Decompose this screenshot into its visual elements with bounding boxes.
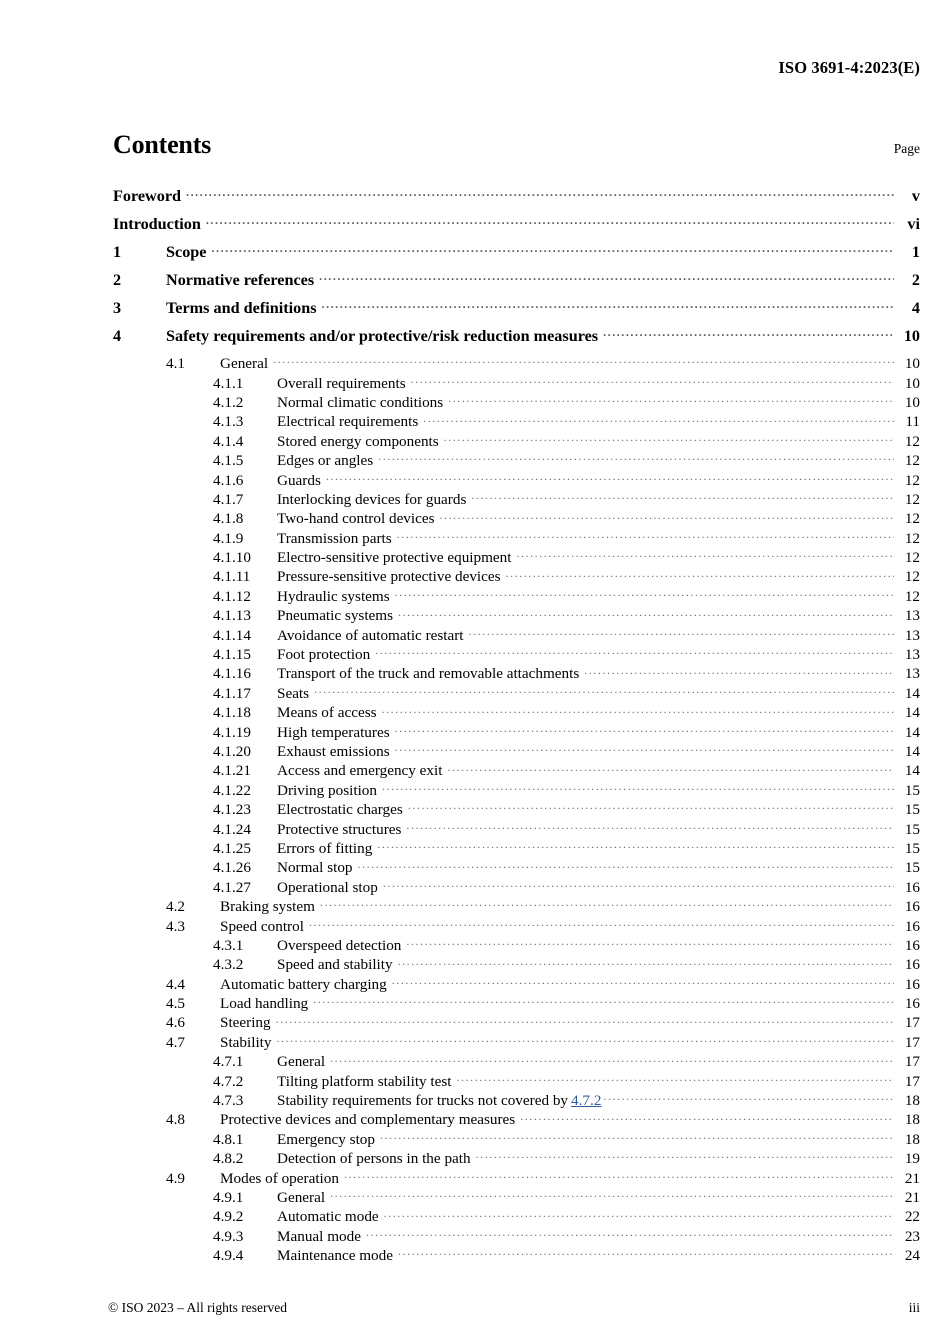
toc-entry-page: 17	[904, 1014, 920, 1032]
toc-entry-page: 16	[904, 936, 920, 954]
dot-leader	[397, 528, 894, 543]
toc-entry-label: Access and emergency exit	[277, 762, 443, 780]
toc-entry[interactable]	[113, 586, 920, 605]
toc-entry-page: 16	[904, 878, 920, 896]
toc-entry-number: 4.1.14	[213, 626, 251, 644]
toc-entry-label: Stability	[220, 1033, 272, 1051]
toc-entry[interactable]	[113, 1070, 920, 1089]
toc-entry-page: 12	[904, 510, 920, 528]
toc-entry-label: Avoidance of automatic restart	[277, 626, 464, 644]
toc-entry[interactable]	[113, 935, 920, 954]
toc-entry-number: 4.7.1	[213, 1053, 244, 1071]
toc-entry-page: 21	[904, 1188, 920, 1206]
toc-entry-page: 22	[904, 1208, 920, 1226]
dot-leader	[313, 993, 894, 1008]
toc-entry-label: Steering	[220, 1014, 271, 1032]
toc-entry-page: 23	[904, 1227, 920, 1245]
toc-entry-label: Transport of the truck and removable attachments	[277, 665, 580, 683]
dot-leader	[440, 508, 894, 523]
toc-entry-label: Manual mode	[277, 1227, 361, 1245]
toc-entry-label: Scope	[166, 243, 207, 262]
toc-entry-label: Guards	[277, 471, 321, 489]
toc-entry-label: Hydraulic systems	[277, 587, 390, 605]
toc-entry-label: General	[277, 1053, 326, 1071]
toc-entry[interactable]	[113, 1109, 920, 1128]
toc-entry[interactable]	[113, 780, 920, 799]
toc-entry-label: Emergency stop	[277, 1130, 375, 1148]
toc-entry[interactable]	[113, 566, 920, 585]
toc-entry-label: Maintenance mode	[277, 1247, 393, 1265]
toc-entry-number: 1	[113, 243, 122, 262]
dot-leader	[309, 915, 894, 930]
toc-entry-label: Exhaust emissions	[277, 743, 390, 760]
toc-entry[interactable]	[113, 1245, 920, 1264]
dot-leader	[476, 1148, 894, 1163]
toc-entry-page: 12	[904, 587, 920, 605]
page-footer	[108, 1300, 920, 1316]
toc-entry-page: 11	[905, 413, 920, 431]
toc-entry-label: Protective structures	[277, 820, 402, 838]
dot-leader	[330, 1051, 894, 1066]
toc-entry-number: 4.1.22	[213, 781, 251, 799]
dot-leader	[326, 469, 894, 484]
toc-entry[interactable]	[113, 325, 920, 353]
footer-page-number: iii	[908, 1300, 920, 1315]
toc-entry-label: Seats	[277, 684, 310, 702]
toc-entry-number: 4.1.2	[213, 393, 244, 411]
toc-entry-number: 4.1.1	[213, 374, 244, 392]
toc-entry-page: 15	[904, 801, 920, 819]
toc-entry-number: 4.1.4	[213, 432, 244, 450]
toc-entry[interactable]	[113, 605, 920, 624]
dot-leader	[375, 644, 894, 659]
toc-entry[interactable]	[113, 392, 920, 411]
page-column-label: Page	[893, 141, 920, 156]
toc-entry[interactable]	[113, 1012, 920, 1031]
dot-leader	[457, 1070, 894, 1085]
toc-entry-page: 13	[904, 626, 920, 644]
toc-entry[interactable]	[113, 269, 920, 297]
toc-entry-label: Transmission parts	[277, 529, 392, 547]
toc-entry-page: 12	[904, 471, 920, 489]
toc-entry[interactable]	[113, 624, 920, 643]
toc-entry-page: 16	[904, 956, 920, 974]
toc-entry[interactable]	[113, 954, 920, 973]
toc-entry-page: 13	[904, 665, 920, 683]
toc-entry[interactable]	[113, 644, 920, 663]
toc-entry-number: 4.6	[166, 1014, 185, 1032]
toc-entry-number: 4.1.23	[213, 801, 251, 819]
dot-leader	[380, 1129, 894, 1144]
dot-leader	[206, 213, 894, 229]
toc-entry-number: 4.1.3	[213, 413, 244, 431]
toc-entry[interactable]	[113, 993, 920, 1012]
toc-entry-label: Pneumatic systems	[277, 607, 394, 625]
toc-entry-label: General	[220, 355, 269, 373]
toc-entry-page: 12	[904, 432, 920, 450]
toc-entry[interactable]	[113, 799, 920, 818]
toc-entry-page: 14	[904, 704, 920, 722]
toc-entry-label: Operational stop	[277, 878, 378, 896]
toc-entry-label: Braking system	[220, 898, 315, 916]
toc-entry-number: 4.1.12	[213, 587, 251, 605]
toc-entry-number: 4.3.1	[213, 936, 244, 954]
toc-entry-label: Introduction	[113, 215, 201, 234]
toc-entry-label: Modes of operation	[220, 1169, 339, 1187]
toc-entry-label: Interlocking devices for guards	[277, 490, 467, 508]
toc-entry-label: Automatic mode	[277, 1208, 379, 1226]
toc-entry-number: 4.8.2	[213, 1150, 244, 1168]
toc-entry-label: Pressure-sensitive protective devices	[277, 568, 501, 586]
toc-entry-page: 13	[904, 607, 920, 625]
dot-leader	[603, 1090, 894, 1105]
toc-entry[interactable]	[113, 297, 920, 325]
dot-leader	[358, 857, 894, 872]
dot-leader	[395, 741, 894, 756]
toc-entry[interactable]	[113, 1187, 920, 1206]
toc-entry[interactable]	[113, 547, 920, 566]
toc-entry-label: Safety requirements and/or protective/risk reduction measures	[166, 327, 599, 346]
dot-leader	[392, 974, 894, 989]
toc-entry-number: 4.8.1	[213, 1130, 244, 1148]
toc-entry[interactable]	[113, 353, 920, 372]
dot-leader	[520, 1109, 894, 1124]
toc-entry-number: 4.1.18	[213, 704, 251, 722]
toc-entry-page: 18	[904, 1092, 920, 1110]
toc-entry-page: 19	[904, 1150, 920, 1168]
toc-entry-number: 4.9.2	[213, 1208, 244, 1226]
toc-entry-number: 4.1.13	[213, 607, 251, 625]
dot-leader	[322, 297, 894, 313]
toc-entry-label: Speed and stability	[277, 956, 393, 974]
dot-leader	[383, 877, 894, 892]
dot-leader	[398, 1245, 894, 1260]
toc-entry-page: 16	[904, 917, 920, 935]
toc-entry-page: 1	[911, 243, 920, 262]
toc-entry-number: 4.9.4	[213, 1247, 244, 1265]
dot-leader	[211, 241, 894, 257]
toc-entry-number: 4.1.20	[213, 743, 251, 760]
toc-entry-label: General	[277, 1188, 326, 1206]
toc-entry[interactable]	[113, 683, 920, 702]
dot-leader	[273, 353, 894, 368]
toc-entry-label: Normative references	[166, 271, 315, 290]
dot-leader	[408, 799, 894, 814]
toc-entry-label: Driving position	[277, 781, 377, 799]
toc-entry-number: 4.1.27	[213, 878, 251, 896]
dot-leader	[406, 935, 894, 950]
toc-entry-page: 16	[904, 995, 920, 1013]
toc-entry[interactable]	[113, 450, 920, 469]
toc-entry-page: 12	[904, 452, 920, 470]
dot-leader	[319, 269, 894, 285]
dot-leader	[506, 566, 894, 581]
dot-leader	[395, 586, 894, 601]
toc-entry-label: Electro-sensitive protective equipment	[277, 549, 512, 567]
toc-entry-label: Errors of fitting	[277, 839, 373, 857]
toc-entry-number: 4.9.1	[213, 1188, 244, 1206]
dot-leader	[516, 547, 894, 562]
toc-entry[interactable]	[113, 974, 920, 993]
dot-leader	[377, 838, 894, 853]
toc-entry-page: 12	[904, 568, 920, 586]
toc-entry[interactable]	[113, 372, 920, 391]
toc-entry[interactable]	[113, 877, 920, 896]
dot-leader	[398, 954, 894, 969]
toc-entry-page: 12	[904, 490, 920, 508]
toc-entry-number: 4.3	[166, 917, 185, 935]
toc-entry-page: 17	[904, 1033, 920, 1051]
toc-entry[interactable]	[113, 431, 920, 450]
toc-entry[interactable]	[113, 241, 920, 269]
toc-entry-page: 16	[904, 898, 920, 916]
toc-entry-label: Normal stop	[277, 859, 353, 877]
dot-leader	[378, 450, 894, 465]
toc-entry[interactable]	[113, 489, 920, 508]
toc-entry-number: 4.3.2	[213, 956, 244, 974]
toc-entry-number: 4.1.25	[213, 839, 251, 857]
toc-entry-label: Electrical requirements	[277, 413, 419, 431]
toc-entry-label: Foot protection	[277, 646, 371, 664]
dot-leader	[276, 1012, 894, 1027]
toc-entry-label: Terms and definitions	[166, 299, 317, 318]
dot-leader	[314, 683, 894, 698]
toc-entry-label: Electrostatic charges	[277, 801, 403, 819]
toc-entry-number: 4.1.6	[213, 471, 244, 489]
toc-entry[interactable]	[113, 760, 920, 779]
dot-leader	[395, 721, 894, 736]
dot-leader	[382, 780, 894, 795]
toc-entry-page: 10	[904, 374, 920, 392]
toc-entry-number: 4.1.8	[213, 510, 244, 528]
toc-entry-number: 4.9	[166, 1169, 185, 1187]
toc-entry-page: 21	[904, 1169, 920, 1187]
toc-entry-page: 4	[911, 299, 920, 318]
toc-entry-page: 2	[911, 271, 920, 290]
toc-entry[interactable]	[113, 469, 920, 488]
cross-reference-link[interactable]: 4.7.2	[571, 1092, 602, 1110]
toc-entry-page: 15	[904, 781, 920, 799]
toc-entry-label: Edges or angles	[277, 452, 374, 470]
toc-entry-page: 14	[904, 684, 920, 702]
toc-entry[interactable]	[113, 702, 920, 721]
toc-entry-page: 10	[903, 327, 920, 346]
toc-entry-label: Two-hand control devices	[277, 510, 435, 528]
toc-entry-page: 15	[904, 839, 920, 857]
toc-entry-label: Overall requirements	[277, 374, 406, 392]
table-of-contents	[113, 185, 920, 1264]
toc-entry-label: Automatic battery charging	[220, 975, 387, 993]
toc-entry-number: 2	[113, 271, 122, 290]
dot-leader	[406, 818, 894, 833]
toc-entry-label: Detection of persons in the path	[277, 1150, 471, 1168]
toc-entry[interactable]	[113, 915, 920, 934]
toc-entry-label: Load handling	[220, 995, 309, 1013]
toc-entry-page: 12	[904, 529, 920, 547]
toc-entry-page: 13	[904, 646, 920, 664]
toc-entry[interactable]	[113, 857, 920, 876]
dot-leader	[411, 372, 894, 387]
dot-leader	[276, 1032, 894, 1047]
toc-entry[interactable]	[113, 1148, 920, 1167]
toc-entry[interactable]	[113, 896, 920, 915]
toc-entry-number: 4.1.10	[213, 549, 251, 567]
dot-leader	[382, 702, 894, 717]
dot-leader	[584, 663, 894, 678]
toc-entry[interactable]	[113, 185, 920, 213]
toc-entry-page: 24	[904, 1247, 920, 1265]
toc-entry-page: 15	[904, 820, 920, 838]
toc-entry-page: 17	[904, 1053, 920, 1071]
contents-heading-row	[113, 130, 920, 160]
toc-entry-label: Protective devices and complementary measures	[220, 1111, 516, 1129]
toc-entry[interactable]	[113, 741, 920, 760]
toc-entry[interactable]	[113, 411, 920, 430]
toc-entry-number: 4.1.24	[213, 820, 251, 838]
toc-entry-number: 4	[113, 327, 122, 346]
dot-leader	[448, 392, 894, 407]
toc-entry[interactable]	[113, 663, 920, 682]
toc-entry[interactable]	[113, 1051, 920, 1070]
toc-entry-page: 14	[904, 743, 920, 760]
toc-entry-label: Tilting platform stability test	[277, 1072, 452, 1090]
toc-entry-page: 15	[904, 859, 920, 877]
dot-leader	[471, 489, 894, 504]
toc-entry-label: Overspeed detection	[277, 936, 402, 954]
toc-entry-number: 4.1	[166, 355, 185, 373]
toc-entry-number: 4.1.21	[213, 762, 251, 780]
document-header-id: ISO 3691-4:2023(E)	[778, 58, 920, 77]
toc-entry-page: 10	[904, 393, 920, 411]
toc-entry-page: 18	[904, 1111, 920, 1129]
toc-entry-number: 4.7.2	[213, 1072, 244, 1090]
toc-entry[interactable]	[113, 508, 920, 527]
toc-entry-number: 4.9.3	[213, 1227, 244, 1245]
toc-entry-label: Foreword	[113, 187, 182, 206]
dot-leader	[398, 605, 894, 620]
copyright-notice: © ISO 2023 – All rights reserved	[108, 1300, 287, 1315]
toc-entry-page: 17	[904, 1072, 920, 1090]
toc-entry-page: 16	[904, 975, 920, 993]
dot-leader	[366, 1226, 894, 1241]
toc-entry-label: Normal climatic conditions	[277, 393, 444, 411]
toc-entry-number: 4.1.11	[213, 568, 251, 586]
dot-leader	[603, 325, 894, 341]
toc-entry-page: 10	[904, 355, 920, 373]
toc-entry[interactable]	[113, 1129, 920, 1148]
dot-leader	[344, 1167, 894, 1182]
toc-entry-number: 4.2	[166, 898, 185, 916]
dot-leader	[384, 1206, 894, 1221]
toc-entry-number: 4.7.3	[213, 1092, 244, 1110]
toc-entry[interactable]	[113, 1226, 920, 1245]
toc-entry-label: Stored energy components	[277, 432, 439, 450]
toc-entry[interactable]	[113, 1167, 920, 1186]
toc-entry-page: 12	[904, 549, 920, 567]
dot-leader	[444, 431, 894, 446]
toc-entry-page: v	[911, 187, 920, 206]
toc-entry[interactable]	[113, 213, 920, 241]
toc-entry-number: 4.1.17	[213, 684, 251, 702]
page-title: Contents	[113, 130, 212, 159]
toc-entry-number: 4.7	[166, 1033, 185, 1051]
toc-entry[interactable]	[113, 721, 920, 740]
toc-entry-label: Stability requirements for trucks not covered by	[277, 1092, 569, 1110]
dot-leader	[330, 1187, 894, 1202]
toc-entry-page: 14	[904, 762, 920, 780]
dot-leader	[186, 185, 894, 201]
dot-leader	[447, 760, 894, 775]
toc-entry-number: 4.5	[166, 995, 185, 1013]
toc-entry-label: Means of access	[277, 704, 377, 722]
toc-entry-number: 4.4	[166, 975, 185, 993]
toc-entry[interactable]	[113, 1032, 920, 1051]
toc-entry-number: 4.8	[166, 1111, 185, 1129]
toc-entry-label: High temperatures	[277, 723, 390, 741]
toc-entry-number: 4.1.16	[213, 665, 251, 683]
toc-entry[interactable]	[113, 818, 920, 837]
toc-entry-page: vi	[907, 215, 920, 234]
toc-entry[interactable]	[113, 528, 920, 547]
toc-entry-number: 4.1.15	[213, 646, 251, 664]
toc-entry-label: Speed control	[220, 917, 304, 935]
toc-entry-number: 4.1.9	[213, 529, 244, 547]
toc-entry-number: 4.1.26	[213, 859, 251, 877]
toc-entry[interactable]	[113, 1206, 920, 1225]
toc-entry[interactable]	[113, 838, 920, 857]
toc-entry-page: 18	[904, 1130, 920, 1148]
toc-entry-number: 4.1.5	[213, 452, 244, 470]
toc-entry-number: 4.1.7	[213, 490, 244, 508]
toc-entry[interactable]	[113, 1090, 920, 1109]
toc-entry-page: 14	[904, 723, 920, 741]
toc-entry-number: 3	[113, 299, 122, 318]
dot-leader	[423, 411, 894, 426]
dot-leader	[320, 896, 894, 911]
toc-entry-number: 4.1.19	[213, 723, 251, 741]
dot-leader	[469, 624, 894, 639]
